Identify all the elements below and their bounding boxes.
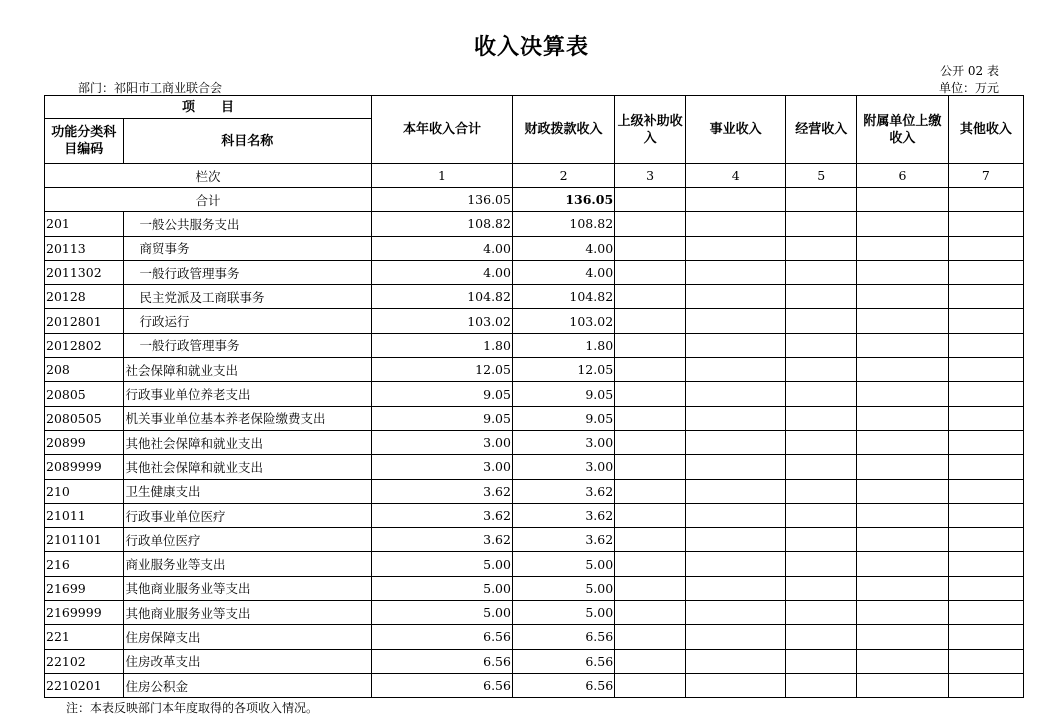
row-name [123, 503, 372, 527]
column-index: 7 [948, 164, 1023, 188]
header-fiscal: 财政拨款收入 [512, 96, 614, 164]
empty-cell [615, 673, 686, 697]
empty-cell [948, 382, 1023, 406]
row-name-text: 行政事业单位医疗 [125, 508, 226, 524]
table-row [45, 625, 1024, 649]
row-name [123, 601, 372, 625]
table-row [45, 406, 1024, 430]
empty-cell [686, 528, 786, 552]
empty-cell [786, 430, 857, 454]
row-name-text: 其他社会保障和就业支出 [125, 459, 264, 475]
row-name-text: 民主党派及工商联事务 [139, 289, 265, 305]
row-name-text: 一般行政管理事务 [139, 265, 240, 281]
empty-cell [948, 455, 1023, 479]
empty-cell [786, 601, 857, 625]
table-row [45, 309, 1024, 333]
row-total: 5.00 [372, 601, 513, 625]
empty-cell [686, 649, 786, 673]
empty-cell [615, 430, 686, 454]
header-operating: 经营收入 [786, 96, 857, 164]
row-fiscal: 3.00 [512, 455, 614, 479]
empty-cell [857, 455, 948, 479]
row-code: 210 [45, 479, 124, 503]
row-fiscal: 3.62 [512, 503, 614, 527]
empty-cell [948, 625, 1023, 649]
row-name [123, 285, 372, 309]
empty-cell [686, 236, 786, 260]
row-code: 20113 [45, 236, 124, 260]
row-total: 12.05 [372, 358, 513, 382]
row-total: 9.05 [372, 406, 513, 430]
unit-label: 单位：万元 [938, 81, 999, 95]
column-index: 2 [512, 164, 614, 188]
row-total: 4.00 [372, 260, 513, 284]
row-code: 2210201 [45, 673, 124, 697]
empty-cell [857, 212, 948, 236]
empty-cell [615, 333, 686, 357]
empty-cell [948, 358, 1023, 382]
column-index: 4 [686, 164, 786, 188]
total-label: 合计 [45, 188, 372, 212]
empty-cell [948, 649, 1023, 673]
empty-cell [786, 625, 857, 649]
row-total: 103.02 [372, 309, 513, 333]
empty-cell [615, 528, 686, 552]
row-name-text: 行政单位医疗 [125, 532, 201, 548]
empty-cell [786, 333, 857, 357]
row-name [123, 430, 372, 454]
row-code: 2012801 [45, 309, 124, 333]
row-total: 3.00 [372, 430, 513, 454]
empty-cell [786, 285, 857, 309]
table-row [45, 479, 1024, 503]
row-name-text: 机关事业单位基本养老保险缴费支出 [125, 411, 326, 427]
row-name [123, 309, 372, 333]
empty-cell [948, 479, 1023, 503]
empty-cell [948, 552, 1023, 576]
empty-cell [857, 503, 948, 527]
empty-cell [786, 382, 857, 406]
empty-cell [615, 358, 686, 382]
table-row [45, 430, 1024, 454]
empty-cell [686, 673, 786, 697]
empty-cell [857, 528, 948, 552]
row-name [123, 552, 372, 576]
empty-cell [948, 212, 1023, 236]
row-fiscal: 104.82 [512, 285, 614, 309]
header-superior: 上级补助收入 [615, 96, 686, 164]
empty-cell [615, 285, 686, 309]
empty-cell [686, 188, 786, 212]
row-fiscal: 3.00 [512, 430, 614, 454]
row-total: 104.82 [372, 285, 513, 309]
row-name-text: 其他商业服务业等支出 [125, 581, 251, 597]
row-name [123, 406, 372, 430]
row-name-text: 社会保障和就业支出 [125, 362, 239, 378]
row-fiscal: 4.00 [512, 260, 614, 284]
row-total: 6.56 [372, 649, 513, 673]
empty-cell [686, 260, 786, 284]
row-total: 3.62 [372, 479, 513, 503]
table-row [45, 552, 1024, 576]
empty-cell [857, 382, 948, 406]
header-business: 事业收入 [686, 96, 786, 164]
row-name-text: 住房保障支出 [125, 629, 201, 645]
row-name [123, 358, 372, 382]
empty-cell [615, 382, 686, 406]
empty-cell [786, 673, 857, 697]
empty-cell [686, 430, 786, 454]
empty-cell [686, 333, 786, 357]
row-total: 6.56 [372, 625, 513, 649]
row-name-text: 一般行政管理事务 [139, 338, 240, 354]
row-name [123, 673, 372, 697]
row-total: 1.80 [372, 333, 513, 357]
empty-cell [857, 333, 948, 357]
row-name [123, 382, 372, 406]
row-fiscal: 9.05 [512, 382, 614, 406]
empty-cell [948, 285, 1023, 309]
row-name [123, 625, 372, 649]
row-code: 208 [45, 358, 124, 382]
empty-cell [857, 406, 948, 430]
table-row [45, 528, 1024, 552]
row-fiscal: 4.00 [512, 236, 614, 260]
row-fiscal: 6.56 [512, 625, 614, 649]
table-row [45, 260, 1024, 284]
row-fiscal: 5.00 [512, 601, 614, 625]
table-row [45, 455, 1024, 479]
empty-cell [857, 430, 948, 454]
empty-cell [786, 552, 857, 576]
row-fiscal: 1.80 [512, 333, 614, 357]
header-name: 科目名称 [123, 119, 372, 164]
empty-cell [786, 455, 857, 479]
empty-cell [857, 601, 948, 625]
row-name [123, 333, 372, 357]
empty-cell [615, 260, 686, 284]
column-index-row [45, 164, 1024, 188]
empty-cell [786, 528, 857, 552]
empty-cell [686, 625, 786, 649]
row-code: 2169999 [45, 601, 124, 625]
empty-cell [857, 552, 948, 576]
row-fiscal: 12.05 [512, 358, 614, 382]
row-name-text: 卫生健康支出 [125, 484, 201, 500]
table-row [45, 333, 1024, 357]
total-amount: 136.05 [372, 188, 513, 212]
row-code: 2101101 [45, 528, 124, 552]
empty-cell [786, 358, 857, 382]
empty-cell [615, 601, 686, 625]
empty-cell [615, 479, 686, 503]
department-label: 部门：祁阳市工商业联合会 [78, 81, 223, 95]
empty-cell [948, 406, 1023, 430]
empty-cell [686, 503, 786, 527]
empty-cell [686, 479, 786, 503]
empty-cell [857, 260, 948, 284]
table-row [45, 358, 1024, 382]
empty-cell [857, 236, 948, 260]
row-total: 4.00 [372, 236, 513, 260]
empty-cell [857, 625, 948, 649]
empty-cell [786, 236, 857, 260]
empty-cell [615, 236, 686, 260]
row-fiscal: 6.56 [512, 673, 614, 697]
row-code: 20899 [45, 430, 124, 454]
row-name [123, 528, 372, 552]
column-index: 1 [372, 164, 513, 188]
table-row [45, 576, 1024, 600]
row-total: 9.05 [372, 382, 513, 406]
empty-cell [615, 212, 686, 236]
header-other: 其他收入 [948, 96, 1023, 164]
row-fiscal: 5.00 [512, 576, 614, 600]
row-fiscal: 3.62 [512, 479, 614, 503]
header-item: 项 目 [45, 96, 372, 119]
empty-cell [786, 309, 857, 333]
row-code: 21699 [45, 576, 124, 600]
row-code: 2080505 [45, 406, 124, 430]
row-fiscal: 108.82 [512, 212, 614, 236]
row-name [123, 455, 372, 479]
empty-cell [857, 649, 948, 673]
row-fiscal: 9.05 [512, 406, 614, 430]
empty-cell [857, 479, 948, 503]
footnote: 注：本表反映部门本年度取得的各项收入情况。 [66, 701, 319, 715]
empty-cell [615, 503, 686, 527]
header-row-1 [45, 96, 1024, 119]
empty-cell [857, 309, 948, 333]
empty-cell [948, 309, 1023, 333]
row-name [123, 479, 372, 503]
empty-cell [857, 285, 948, 309]
empty-cell [948, 430, 1023, 454]
header-code: 功能分类科目编码 [45, 119, 124, 164]
row-fiscal: 103.02 [512, 309, 614, 333]
row-code: 20128 [45, 285, 124, 309]
column-index: 3 [615, 164, 686, 188]
header-affiliated: 附属单位上缴收入 [857, 96, 948, 164]
empty-cell [948, 260, 1023, 284]
table-row [45, 601, 1024, 625]
empty-cell [786, 406, 857, 430]
row-name [123, 576, 372, 600]
table-row [45, 212, 1024, 236]
empty-cell [686, 285, 786, 309]
empty-cell [686, 552, 786, 576]
empty-cell [786, 576, 857, 600]
empty-cell [948, 236, 1023, 260]
empty-cell [786, 188, 857, 212]
row-total: 3.00 [372, 455, 513, 479]
row-code: 221 [45, 625, 124, 649]
row-name-text: 商业服务业等支出 [125, 557, 226, 573]
row-fiscal: 5.00 [512, 552, 614, 576]
table-row [45, 382, 1024, 406]
row-code: 201 [45, 212, 124, 236]
total-row [45, 188, 1024, 212]
column-index-label: 栏次 [45, 164, 372, 188]
row-name-text: 住房公积金 [125, 678, 189, 694]
empty-cell [786, 479, 857, 503]
empty-cell [615, 552, 686, 576]
empty-cell [615, 309, 686, 333]
row-code: 2011302 [45, 260, 124, 284]
empty-cell [686, 212, 786, 236]
row-name [123, 212, 372, 236]
row-total: 5.00 [372, 576, 513, 600]
table-row [45, 236, 1024, 260]
empty-cell [686, 455, 786, 479]
row-name-text: 其他社会保障和就业支出 [125, 435, 264, 451]
empty-cell [948, 333, 1023, 357]
empty-cell [686, 382, 786, 406]
empty-cell [615, 406, 686, 430]
page-title: 收入决算表 [473, 35, 589, 60]
row-name-text: 行政运行 [139, 314, 190, 330]
row-code: 20805 [45, 382, 124, 406]
empty-cell [857, 576, 948, 600]
row-code: 216 [45, 552, 124, 576]
row-fiscal: 6.56 [512, 649, 614, 673]
empty-cell [786, 503, 857, 527]
empty-cell [948, 503, 1023, 527]
row-code: 2012802 [45, 333, 124, 357]
empty-cell [948, 188, 1023, 212]
row-name-text: 商贸事务 [139, 241, 190, 257]
row-name-text: 住房改革支出 [125, 654, 201, 670]
row-total: 3.62 [372, 528, 513, 552]
row-code: 22102 [45, 649, 124, 673]
row-name [123, 649, 372, 673]
empty-cell [948, 528, 1023, 552]
empty-cell [786, 260, 857, 284]
table-row [45, 503, 1024, 527]
table-row [45, 673, 1024, 697]
table-row [45, 649, 1024, 673]
row-name-text: 一般公共服务支出 [139, 216, 240, 232]
row-total: 3.62 [372, 503, 513, 527]
empty-cell [948, 576, 1023, 600]
table-row [45, 285, 1024, 309]
empty-cell [857, 358, 948, 382]
row-fiscal: 3.62 [512, 528, 614, 552]
empty-cell [857, 673, 948, 697]
row-name [123, 260, 372, 284]
empty-cell [615, 625, 686, 649]
header-total: 本年收入合计 [372, 96, 513, 164]
row-total: 6.56 [372, 673, 513, 697]
empty-cell [686, 601, 786, 625]
column-index: 5 [786, 164, 857, 188]
row-total: 108.82 [372, 212, 513, 236]
income-table [44, 95, 1024, 698]
row-name-text: 行政事业单位养老支出 [125, 387, 251, 403]
empty-cell [615, 188, 686, 212]
total-fiscal: 136.05 [512, 188, 614, 212]
row-code: 21011 [45, 503, 124, 527]
empty-cell [686, 358, 786, 382]
empty-cell [686, 309, 786, 333]
empty-cell [615, 455, 686, 479]
empty-cell [857, 188, 948, 212]
row-code: 2089999 [45, 455, 124, 479]
form-number: 公开 02 表 [940, 64, 999, 78]
empty-cell [686, 576, 786, 600]
empty-cell [686, 406, 786, 430]
row-name [123, 236, 372, 260]
empty-cell [615, 576, 686, 600]
row-name-text: 其他商业服务业等支出 [125, 605, 251, 621]
row-total: 5.00 [372, 552, 513, 576]
empty-cell [615, 649, 686, 673]
column-index: 6 [857, 164, 948, 188]
empty-cell [948, 673, 1023, 697]
empty-cell [948, 601, 1023, 625]
empty-cell [786, 212, 857, 236]
empty-cell [786, 649, 857, 673]
